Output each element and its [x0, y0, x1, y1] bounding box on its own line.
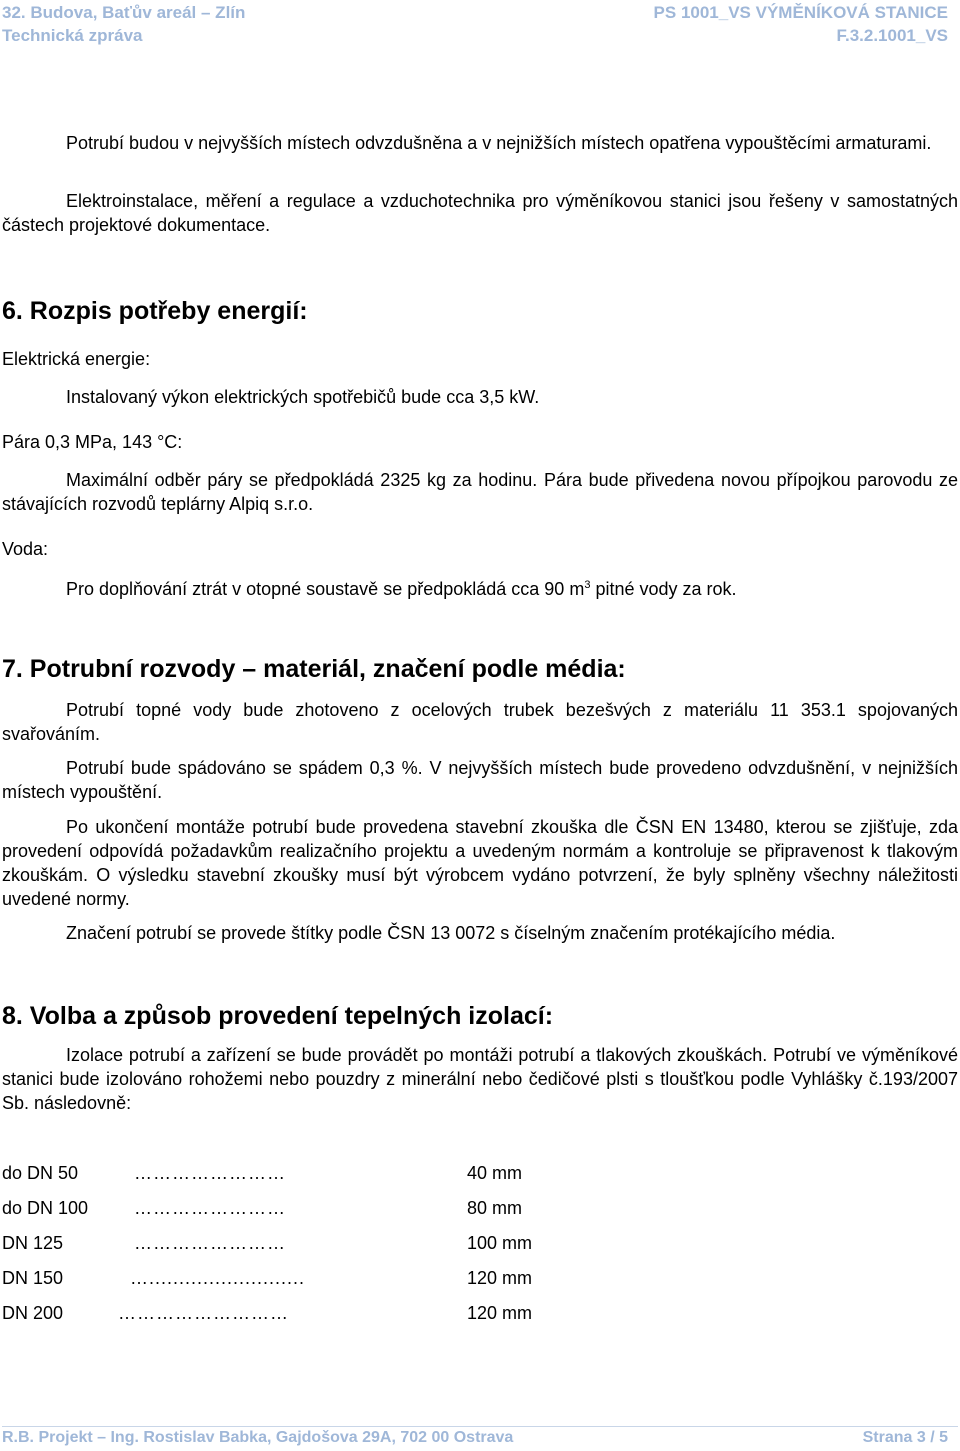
dot-leader: …………………… [134, 1233, 286, 1253]
footer-company: R.B. Projekt – Ing. Rostislav Babka, Gajdošova 29A, 702 00 Ostrava [2, 1429, 514, 1446]
water-text-main: Pro doplňování ztrát v otopné soustavě se předpokládá cca 90 m [66, 579, 585, 599]
page-footer [0, 1426, 960, 1450]
pipe-size: DN 200 [2, 1303, 64, 1323]
header-project-name: 32. Budova, Baťův areál – Zlín [2, 3, 246, 22]
table-row [2, 1231, 958, 1255]
section-7-paragraph-slope: Potrubí bude spádováno se spádem 0,3 %. V nejvyšších místech bude provedeno odvzdušnění, v nejnižších místech vypouštění. [2, 758, 958, 802]
section-7-heading: 7. Potrubní rozvody – materiál, značení podle média: [2, 655, 626, 683]
pipe-size: DN 150 [2, 1268, 64, 1288]
footer-page-number: Strana 3 / 5 [862, 1429, 948, 1446]
dot-leader: …………………… [134, 1163, 286, 1183]
header-object-name: PS 1001_VS VÝMĚNÍKOVÁ STANICE [653, 3, 948, 22]
insulation-thickness: 120 mm [467, 1268, 533, 1288]
table-row [2, 1266, 958, 1290]
table-row [2, 1196, 958, 1220]
table-row [2, 1161, 958, 1185]
insulation-thickness: 40 mm [467, 1163, 523, 1183]
dot-leader: ….......................... [130, 1268, 306, 1288]
intro-paragraph-venting: Potrubí budou v nejvyšších místech odvzdušněna a v nejnižších místech opatřena vypouštěcími armaturami. [66, 133, 932, 153]
header-document-code: F.3.2.1001_VS [836, 26, 948, 45]
table-row [2, 1301, 958, 1325]
insulation-thickness: 120 mm [467, 1303, 533, 1323]
insulation-thickness: 80 mm [467, 1198, 523, 1218]
section-7-paragraph-material: Potrubí topné vody bude zhotoveno z ocelových trubek bezešvých z materiálu 11 353.1 spojovaných svařováním. [2, 700, 958, 744]
section-6-heading: 6. Rozpis potřeby energií: [2, 297, 308, 325]
insulation-thickness: 100 mm [467, 1233, 533, 1253]
electricity-label: Elektrická energie: [2, 349, 151, 369]
dot-leader: ……………………… [118, 1303, 289, 1323]
section-8-paragraph-insulation: Izolace potrubí a zařízení se bude provádět po montáži potrubí a tlakových zkouškách. Potrubí ve výměníkové stanici bude izolováno rohožemi nebo pouzdry z minerální nebo čedičové plsti s tloušťkou podle Vyhlášky č.193/2007 Sb. následovně: [2, 1045, 958, 1113]
pipe-size: do DN 100 [2, 1198, 89, 1218]
section-7-paragraph-marking: Značení potrubí se provede štítky podle ČSN 13 0072 s číselným značením protékajícího média. [66, 923, 836, 943]
footer-divider [2, 1426, 958, 1427]
steam-text: Maximální odběr páry se předpokládá 2325 kg za hodinu. Pára bude přivedena novou přípojkou parovodu ze stávajících rozvodů teplárny Alpiq s.r.o. [2, 470, 958, 514]
steam-label: Pára 0,3 MPa, 143 °C: [2, 432, 183, 452]
pipe-size: do DN 50 [2, 1163, 79, 1183]
water-unit-superscript: 3 [584, 579, 591, 591]
water-text-tail: pitné vody za rok. [590, 579, 737, 599]
section-8-heading: 8. Volba a způsob provedení tepelných izolací: [2, 1002, 554, 1030]
page-header [0, 0, 960, 50]
section-7-paragraph-testing: Po ukončení montáže potrubí bude provedena stavební zkouška dle ČSN EN 13480, kterou se zjišťuje, zda provedení odpovídá požadavkům realizačního projektu a uvedeným normám a kontroluje se připravenost k tlakovým zkouškám. O výsledku stavební zkoušky musí být výrobcem vydáno potvrzení, že byly splněny všechny náležitosti uvedené normy. [2, 817, 958, 909]
dot-leader: …………………… [134, 1198, 286, 1218]
water-label: Voda: [2, 539, 49, 559]
electricity-text: Instalovaný výkon elektrických spotřebičů bude cca 3,5 kW. [66, 387, 540, 407]
intro-paragraph-electro: Elektroinstalace, měření a regulace a vzduchotechnika pro výměníkovou stanici jsou řešeny v samostatných částech projektové dokumentace. [2, 191, 958, 235]
header-document-type: Technická zpráva [2, 26, 143, 45]
water-text [66, 573, 737, 601]
pipe-size: DN 125 [2, 1233, 64, 1253]
